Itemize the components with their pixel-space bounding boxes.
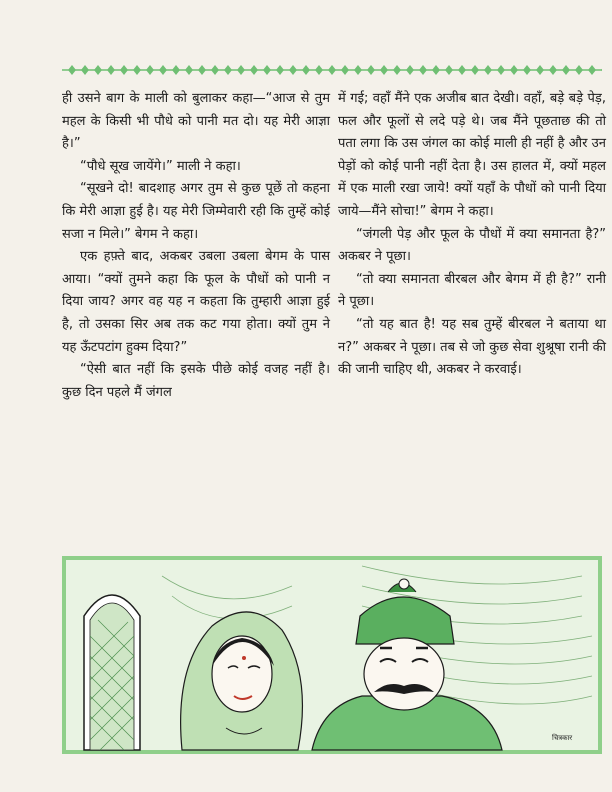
border-diamond [588,65,596,75]
border-diamond [458,65,466,75]
lattice-window [84,595,140,750]
border-diamond [601,65,602,75]
border-diamond [575,65,583,75]
border-diamond [107,65,115,75]
paragraph: “जंगली पेड़ और फूल के पौधों में क्या समानता है?” अकबर ने पूछा। [338,226,606,265]
border-diamond [536,65,544,75]
border-diamond [172,65,180,75]
border-diamond [263,65,271,75]
border-diamond [549,65,557,75]
border-diamond [445,65,453,75]
border-diamond [484,65,492,75]
border-diamond [198,65,206,75]
border-diamond [250,65,258,75]
paragraph: “तो क्या समानता बीरबल और बेगम में ही है?” रानी ने पूछा। [338,271,606,310]
border-diamond [328,65,336,75]
border-diamond [68,65,76,75]
border-diamond [133,65,141,75]
paragraph: ही उसने बाग के माली को बुलाकर कहा—“आज से तुम महल के किसी भी पौधे को पानी मत दो। यह मेरी आज्ञा है।” [62,91,330,152]
border-diamond [276,65,284,75]
illustration-panel [62,556,602,754]
paragraph: “तो यह बात है! यह सब तुम्हें बीरबल ने बताया था न?” अकबर ने पूछा। तब से जो कुछ सेवा शुश्रूषा रानी की की जानी चाहिए थी, अकबर ने करवाई। [338,316,606,378]
border-diamond [237,65,245,75]
border-diamond [510,65,518,75]
border-diamond [523,65,531,75]
artist-signature: चित्रकार [552,734,573,742]
border-diamond [367,65,375,75]
border-diamond [120,65,128,75]
border-diamond [81,65,89,75]
border-diamond [211,65,219,75]
decorative-border [62,62,602,78]
left-text-column [62,88,330,404]
border-diamond [354,65,362,75]
border-diamond [471,65,479,75]
border-diamond [380,65,388,75]
border-diamond [562,65,570,75]
border-diamond [393,65,401,75]
border-diamond [341,65,349,75]
paragraph: एक हफ़्ते बाद, अकबर उबला उबला बेगम के पास आया। “क्यों तुमने कहा कि फूल के पौधों को पानी न दिया जाय? अगर वह यह न कहता कि तुम्हारी आज्ञा हुई है, तो उसका सिर अब तक कट गया होता। क्यों तुम ने यह ऊँटपटांग हुक्म दिया?” [62,249,330,355]
border-diamond [94,65,102,75]
border-diamond [159,65,167,75]
border-diamond [419,65,427,75]
paragraph: “ऐसी बात नहीं कि इसके पीछे कोई वजह नहीं है। कुछ दिन पहले मैं जंगल [62,362,330,400]
border-diamond [289,65,297,75]
border-diamond [315,65,323,75]
right-text-column [338,88,606,382]
paragraph: में गई; वहाँ मैंने एक अजीब बात देखी। वहाँ, बड़े बड़े पेड़, फल और फूलों से लदे पड़े थे। जब मैंने पूछताछ की तो पता लगा कि उस जंगल का कोई माली ही नहीं है और उन पेड़ों को कोई पानी नहीं देता है। उस हालत में, क्यों महल में एक माली रखा जाये! क्यों यहाँ के पौधों को पानी दिया जाये—मैंने सोचा!” बेगम ने कहा। [338,91,606,219]
paragraph: “पौधे सूख जायेंगे।” माली ने कहा। [80,158,241,174]
border-diamond [146,65,154,75]
border-diamond [432,65,440,75]
border-diamond [224,65,232,75]
border-diamond [302,65,310,75]
border-diamond [406,65,414,75]
border-diamond [185,65,193,75]
paragraph: “सूखने दो! बादशाह अगर तुम से कुछ पूछें तो कहना कि मेरी आज्ञा हुई है। यह मेरी जिम्मेवारी रही कि तुम्हें कोई सजा न मिले।” बेगम ने कहा। [62,181,330,242]
border-diamond [497,65,505,75]
